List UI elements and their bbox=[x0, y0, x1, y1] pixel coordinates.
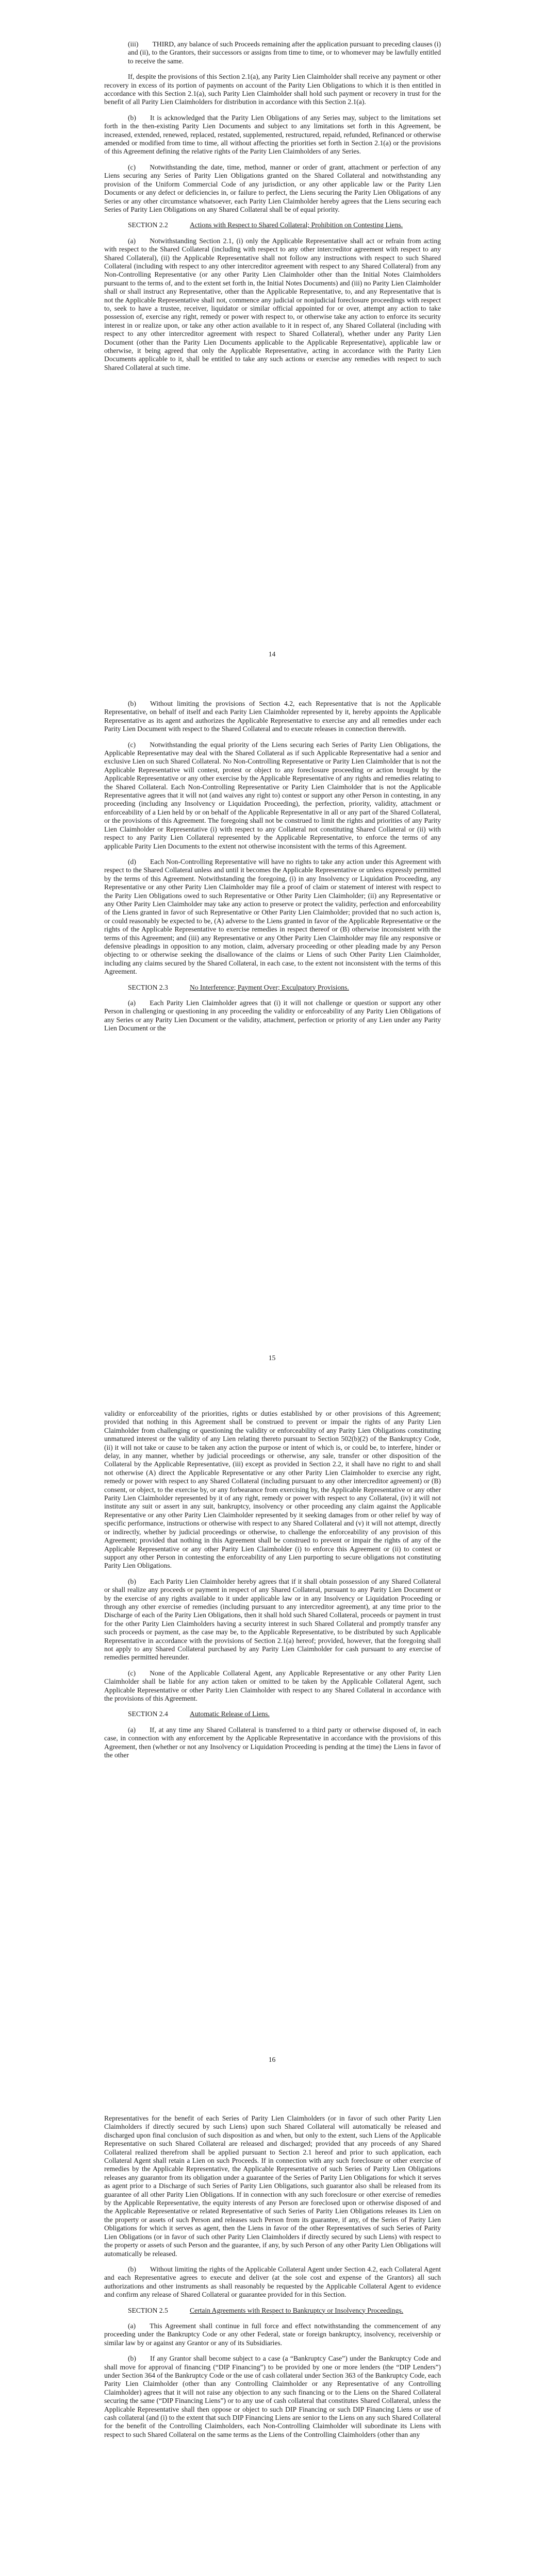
paragraph-2-4-a: (a) If, at any time any Shared Collateral is transferred to a third party or otherwise disposed of, in each case, in connection with any enforcement by the Applicable Representative in accordance with the provisions of this Agreement, then (whether or not any Insolvency or Liquidation Proceeding is pending at the time) the Liens in favor of the other bbox=[104, 1725, 441, 1759]
paragraph-2-4-b: (b) Without limiting the rights of the Applicable Collateral Agent under Section 4.2, each Collateral Agent and each Representative agrees to execute and deliver (at the sole cost and expense of the Grantors) all such authorizations and other instruments as shall reasonably be requested by the Applicable Collateral Agent to evidence and confirm any release of Shared Collateral or guarantee provided for in this Section. bbox=[104, 2265, 441, 2299]
paragraph-2-1-c: (c) Notwithstanding the date, time, method, manner or order of grant, attachment or perfection of any Liens securing any Series of Parity Lien Obligations granted on the Shared Collateral and notwithstanding any provision of the Uniform Commercial Code of any jurisdiction, or any other applicable law or the Parity Lien Documents or any defect or deficiencies in, or failure to perfect, the Liens securing the Parity Lien Obligations of any Series or any other circumstance whatsoever, each Parity Lien Claimholder hereby agrees that the Liens securing each Series of Parity Lien Obligations on any Shared Collateral shall be of equal priority. bbox=[104, 163, 441, 213]
section-2-3-heading bbox=[104, 984, 441, 992]
section-number: SECTION 2.3 bbox=[128, 983, 168, 991]
paragraph-despite: If, despite the provisions of this Section 2.1(a), any Parity Lien Claimholder shall receive any payment or other recovery in excess of its portion of payments on account of the Parity Lien Obligations to which it is then entitled in accordance with this Section 2.1(a), such Parity Lien Claimholder shall hold such payment or recovery in trust for the benefit of all Parity Lien Claimholders for distribution in accordance with this Section 2.1(a). bbox=[104, 73, 441, 106]
paragraph-2-2-b: (b) Without limiting the provisions of Section 4.2, each Representative that is not the Applicable Representative, on behalf of itself and each Parity Lien Claimholder represented by it, hereby appoints the Applicable Representative as its agent and authorizes the Applicable Representative to exercise any and all remedies under each Parity Lien Document with respect to the Shared Collateral and to execute releases in connection therewith. bbox=[104, 700, 441, 733]
page-number: 16 bbox=[268, 2056, 276, 2063]
page-number: 14 bbox=[268, 650, 276, 658]
paragraph-2-4-a-continued: Representatives for the benefit of each Series of Parity Lien Claimholders (or in favor of such other Parity Lien Claimholders if directly secured by such Liens) upon such Shared Collateral will automatically be released and discharged upon final conclusion of such disposition as and when, but only to the extent, such Liens of the Applicable Representative on such Shared Collateral are released and discharged; provided that any proceeds of any Shared Collateral realized therefrom shall be applied pursuant to Section 2.1 hereof and prior to such application, each Collateral Agent shall retain a Lien on such Proceeds. If in connection with any such foreclosure or other exercise of remedies by the Applicable Representative, the Applicable Representative of such Series of Parity Lien Obligations releases any guarantor from its obligation under a guarantee of the Series of Parity Lien Obligations for which it serves as agent prior to a Discharge of such Series of Parity Lien Obligations, such guarantor also shall be released from its guarantee of all other Parity Lien Obligations. If in connection with any such foreclosure or other exercise of remedies by the Applicable Representative, the equity interests of any Person are foreclosed upon or otherwise disposed of and the Applicable Representative or related Representative of such Series of Parity Lien Obligations releases its Lien on the property or assets of such Person and releases such Person from its guarantee, if any, of the Series of Parity Lien Obligations for which it serves as agent, then the Liens in favor of the other Representatives of such Series of Parity Lien Obligations (or in favor of such other Parity Lien Claimholders if directly secured by such Liens) with respect to the property or assets of such Person and the guarantee, if any, by such Person of any other Parity Lien Obligations will automatically be released. bbox=[104, 2114, 441, 2258]
paragraph-2-2-c: (c) Notwithstanding the equal priority of the Liens securing each Series of Parity Lien Obligations, the Applicable Representative may deal with the Shared Collateral as if such Applicable Representative had a senior and exclusive Lien on such Shared Collateral. No Non-Controlling Representative or Parity Lien Claimholder that is not the Applicable Representative will contest, protest or object to any foreclosure proceeding or action brought by the Applicable Representative or any other exercise by the Applicable Representative of any rights and remedies relating to the Shared Collateral. Each Non-Controlling Representative or Parity Lien Claimholder that is not the Applicable Representative agrees that it will not (and waives any right to) contest or support any other Person in contesting, in any proceeding (including any Insolvency or Liquidation Proceeding), the perfection, priority, validity, attachment or enforceability of a Lien held by or on behalf of the Applicable Representative in all or any part of the Shared Collateral, or the provisions of this Agreement. The foregoing shall not be construed to limit the rights and priorities of any Parity Lien Claimholder or Representative (i) with respect to any Collateral not constituting Shared Collateral or (ii) with respect to any Parity Lien Collateral represented by the Applicable Representative, to enforce the terms of any applicable Parity Lien Documents to the extent not otherwise inconsistent with the terms of this Agreement. bbox=[104, 740, 441, 850]
section-title: No Interference; Payment Over; Exculpatory Provisions. bbox=[190, 983, 349, 991]
section-title: Actions with Respect to Shared Collateral; Prohibition on Contesting Liens. bbox=[190, 221, 403, 229]
paragraph-2-3-a: (a) Each Parity Lien Claimholder agrees that (i) it will not challenge or question or support any other Person in challenging or questioning in any proceeding the validity or enforceability of any Parity Lien Obligations of any Series or any Parity Lien Document or the validity, attachment, perfection or priority of any Lien under any Parity Lien Document or the bbox=[104, 999, 441, 1032]
section-title: Automatic Release of Liens. bbox=[190, 1710, 270, 1718]
paragraph-iii: (iii) THIRD, any balance of such Proceeds remaining after the application pursuant to preceding clauses (i) and (ii), to the Grantors, their successors or assigns from time to time, or to whomever may be lawfully entitled to receive the same. bbox=[128, 40, 441, 65]
paragraph-2-1-b: (b) It is acknowledged that the Parity Lien Obligations of any Series may, subject to the limitations set forth in the then-existing Parity Lien Documents and subject to any limitations set forth in this Agreement, be increased, extended, renewed, replaced, restated, supplemented, restructured, repaid, refunded, Refinanced or otherwise amended or modified from time to time, all without affecting the priorities set forth in Section 2.1(a) or the provisions of this Agreement defining the relative rights of the Parity Lien Claimholders of any Series. bbox=[104, 113, 441, 156]
paragraph-2-5-b: (b) If any Grantor shall become subject to a case (a “Bankruptcy Case”) under the Bankruptcy Code and shall move for approval of financing (“DIP Financing”) to be provided by one or more lenders (the “DIP Lenders”) under Section 364 of the Bankruptcy Code or the use of cash collateral under Section 363 of the Bankruptcy Code, each Parity Lien Claimholder (other than any Controlling Claimholder or any Representative of any Controlling Claimholder) agrees that it will not raise any objection to any such financing or to the Liens on the Shared Collateral securing the same (“DIP Financing Liens”) or to any use of cash collateral that constitutes Shared Collateral, unless the Applicable Representative shall then oppose or object to such DIP Financing or such DIP Financing Liens or use of cash collateral (and (i) to the extent that such DIP Financing Liens are senior to the Liens on any such Shared Collateral for the benefit of the Controlling Claimholders, each Non-Controlling Claimholder will subordinate its Liens with respect to such Shared Collateral on the same terms as the Liens of the Controlling Claimholders (other than any bbox=[104, 2354, 441, 2438]
page-number: 15 bbox=[268, 1354, 276, 1362]
paragraph-2-3-a-continued: validity or enforceability of the priorities, rights or duties established by or other provisions of this Agreement; provided that nothing in this Agreement shall be construed to prevent or impair the rights of any Parity Lien Claimholder from challenging or questioning the validity or enforceability of any Parity Lien Obligations constituting unmatured interest or the validity of any Lien relating thereto pursuant to Section 502(b)(2) of the Bankruptcy Code, (ii) it will not take or cause to be taken any action the purpose or intent of which is, or could be, to interfere, hinder or delay, in any manner, whether by judicial proceedings or otherwise, any sale, transfer or other disposition of the Collateral by the Applicable Representative, (iii) except as provided in Section 2.2, it shall have no right to and shall not otherwise (A) direct the Applicable Representative or any other Parity Lien Claimholder to exercise any right, remedy or power with respect to any Shared Collateral (including pursuant to any other intercreditor agreement) or (B) consent, or object, to the exercise by, or any forbearance from exercising by, the Applicable Representative or any other Parity Lien Claimholder represented by it of any right, remedy or power with respect to any Collateral, (iv) it will not institute any suit or assert in any suit, bankruptcy, insolvency or other proceeding any claim against the Applicable Representative or any other Parity Lien Claimholder represented by it seeking damages from or other relief by way of specific performance, instructions or otherwise with respect to any Shared Collateral and (v) it will not attempt, directly or indirectly, whether by judicial proceedings or otherwise, to challenge the enforceability of any provision of this Agreement; provided that nothing in this Agreement shall be construed to prevent or impair the rights of any of the Applicable Representative or any other Parity Lien Claimholder (i) to enforce this Agreement or (ii) to contest or support any other Person in contesting the enforceability of any Lien purporting to secure obligations not constituting Parity Lien Obligations. bbox=[104, 1410, 441, 1570]
page-16 bbox=[0, 1410, 544, 1767]
paragraph-2-2-d: (d) Each Non-Controlling Representative will have no rights to take any action under this Agreement with respect to the Shared Collateral unless and until it becomes the Applicable Representative or unless expressly permitted by the terms of this Agreement. Notwithstanding the foregoing, (i) in any Insolvency or Liquidation Proceeding, any Representative or any other Parity Lien Claimholder may file a proof of claim or statement of interest with respect to the Parity Lien Obligations owed to such Representative or Other Parity Lien Claimholder; (ii) any Representative or any Other Parity Lien Claimholder may take any action to preserve or protect the validity, perfection and enforceability of the Liens granted in favor of such Representative or Other Parity Lien Claimholder; provided that no such action is, or could reasonably be expected to be, (A) adverse to the Liens granted in favor of the Applicable Representative or the rights of the Applicable Representative to exercise remedies in respect thereof or (B) otherwise inconsistent with the terms of this Agreement; and (iii) any Representative or any Other Parity Lien Claimholder may file any responsive or defensive pleadings in opposition to any motion, claim, adversary proceeding or other pleading made by any Person objecting to or otherwise seeking the disallowance of the claims or Liens of such Other Parity Lien Claimholder, including any claims secured by the Shared Collateral, in each case, to the extent not inconsistent with the terms of this Agreement. bbox=[104, 857, 441, 976]
section-number: SECTION 2.4 bbox=[128, 1710, 168, 1718]
page-17 bbox=[0, 2114, 544, 2446]
section-title: Certain Agreements with Respect to Bankruptcy or Insolvency Proceedings. bbox=[190, 2306, 404, 2314]
section-2-4-heading bbox=[104, 1710, 441, 1718]
page-15 bbox=[0, 700, 544, 1040]
section-2-2-heading bbox=[104, 221, 441, 229]
section-number: SECTION 2.2 bbox=[128, 221, 168, 229]
paragraph-2-3-c: (c) None of the Applicable Collateral Agent, any Applicable Representative or any other Parity Lien Claimholder shall be liable for any action taken or omitted to be taken by the Applicable Collateral Agent, such Applicable Representative or other Parity Lien Claimholder with respect to any Shared Collateral in accordance with the provisions of this Agreement. bbox=[104, 1669, 441, 1702]
paragraph-2-5-a: (a) This Agreement shall continue in full force and effect notwithstanding the commencement of any proceeding under the Bankruptcy Code or any other Federal, state or foreign bankruptcy, insolvency, receivership or similar law by or against any Grantor or any of its Subsidiaries. bbox=[104, 2321, 441, 2347]
section-2-5-heading bbox=[104, 2307, 441, 2315]
paragraph-2-3-b: (b) Each Parity Lien Claimholder hereby agrees that if it shall obtain possession of any Shared Collateral or shall realize any proceeds or payment in respect of any Shared Collateral, pursuant to any Parity Lien Document or by the exercise of any rights available to it under applicable law or in any Insolvency or Liquidation Proceeding or through any other exercise of remedies (including pursuant to any intercreditor agreement), at any time prior to the Discharge of each of the Parity Lien Obligations, then it shall hold such Shared Collateral, proceeds or payment in trust for the other Parity Lien Claimholders having a security interest in such Shared Collateral and promptly transfer any such proceeds or payment, as the case may be, to the Applicable Representative, to be distributed by such Applicable Representative in accordance with the provisions of Section 2.1(a) hereof; provided, however, that the foregoing shall not apply to any Shared Collateral purchased by any Parity Lien Claimholder for cash pursuant to any exercise of remedies permitted hereunder. bbox=[104, 1577, 441, 1662]
section-number: SECTION 2.5 bbox=[128, 2306, 168, 2314]
paragraph-2-2-a: (a) Notwithstanding Section 2.1, (i) only the Applicable Representative shall act or refrain from acting with respect to the Shared Collateral (including with respect to any other intercreditor agreement with respect to any Shared Collateral), (ii) the Applicable Representative shall not follow any instructions with respect to such Shared Collateral (including with respect to any other intercreditor agreement with respect to any Shared Collateral) from any Non-Controlling Representative (or any other Parity Lien Claimholder other than the Initial Notes Claimholders pursuant to the terms of, and to the extent set forth in, the Initial Notes Documents) and (iii) no Parity Lien Claimholder shall or shall instruct any Representative, other than the Applicable Representative, to, and any Representative that is not the Applicable Representative shall not, commence any judicial or nonjudicial foreclosure proceedings with respect to, seek to have a trustee, receiver, liquidator or similar official appointed for or over, attempt any action to take possession of, exercise any right, remedy or power with respect to, or otherwise take any action to enforce its security interest in or realize upon, or take any other action available to it in respect of, any Shared Collateral (including with respect to any other intercreditor agreement with respect to Shared Collateral), whether under any Parity Lien Document (other than the Parity Lien Documents applicable to the Applicable Representative), applicable law or otherwise, it being agreed that only the Applicable Representative, acting in accordance with the Parity Lien Documents applicable to it, shall be entitled to take any such actions or exercise any remedies with respect to such Shared Collateral at such time. bbox=[104, 236, 441, 371]
page-14 bbox=[0, 40, 544, 379]
